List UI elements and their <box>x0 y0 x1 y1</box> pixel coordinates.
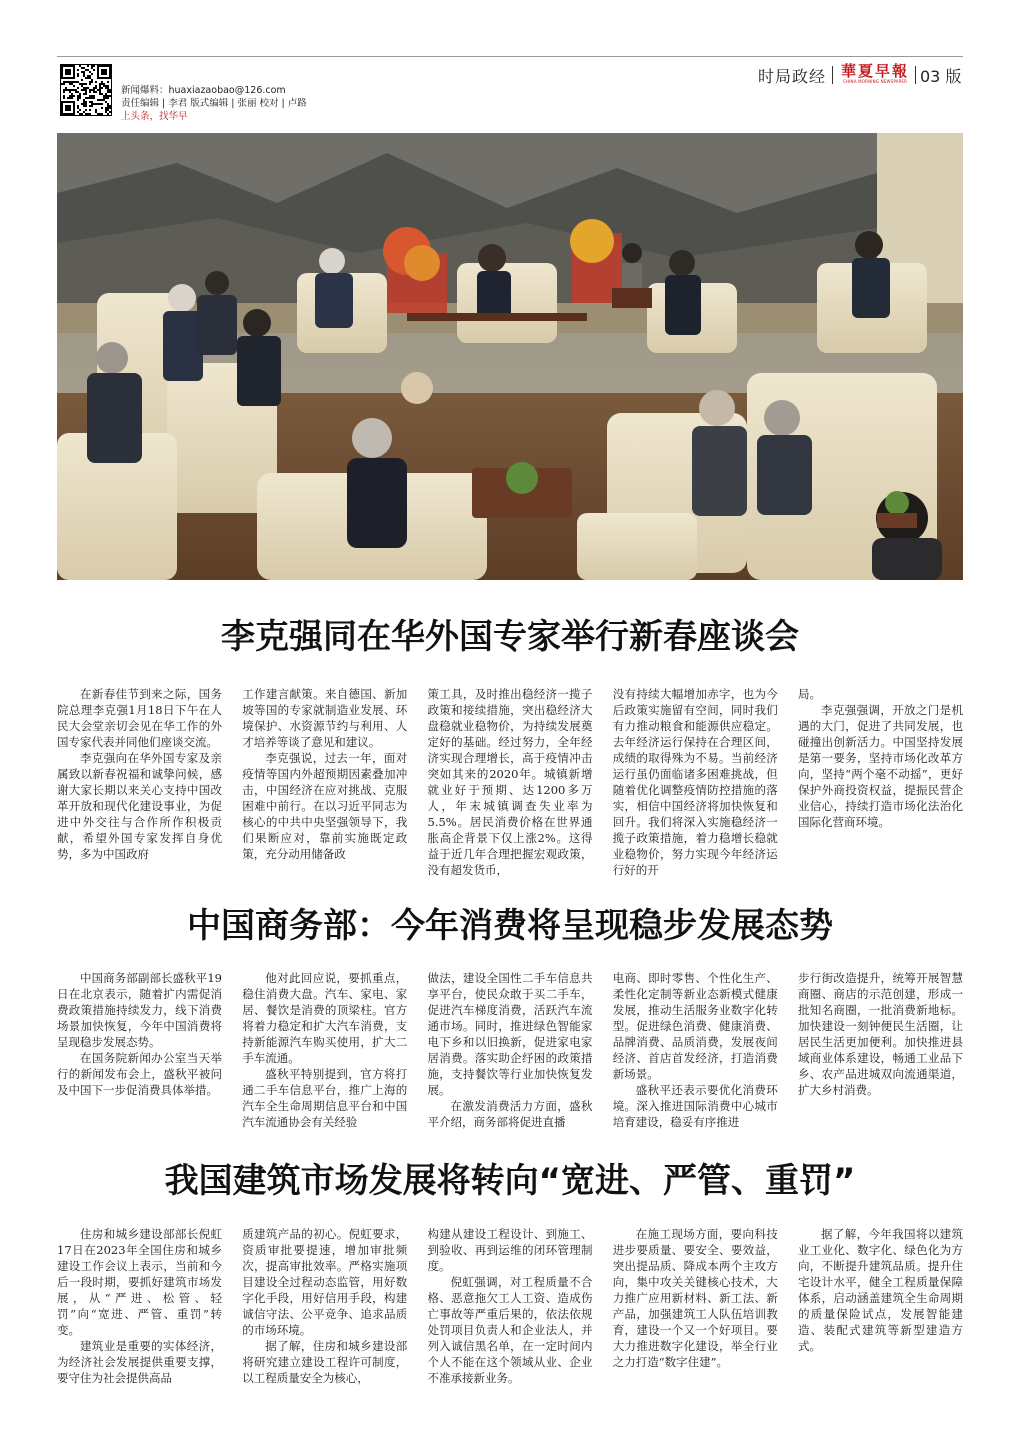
paragraph: 李克强说，过去一年，面对疫情等国内外超预期因素叠加冲击，中国经济在应对挑战、克服困难中前行。在以习近平同志为核心的中共中央坚强领导下，我们果断应对，靠前实施既定政策，充分动用储备政 <box>242 751 408 861</box>
paragraph: 在国务院新闻办公室当天举行的新闻发布会上，盛秋平被问及中国下一步促消费具体举措。 <box>57 1051 222 1097</box>
news-photo <box>57 133 963 580</box>
paragraph: 据了解，今年我国将以建筑业工业化、数字化、绿色化为方向，不断提升建筑品质。提升住宅设计水平，健全工程质量保障体系，启动涵盖建筑全生命周期的质量保险试点，发展智能建造、装配式建筑等新型建造方式。 <box>798 1227 963 1353</box>
header-divider <box>832 66 833 84</box>
paragraph: 局。 <box>798 687 821 701</box>
paragraph: 步行街改造提升，统筹开展智慧商圈、商店的示范创建，形成一批知名商圈，一批消费新地标。加快建设一刻钟便民生活圈，让居民生活更加便利。加快推进县域商业体系建设，畅通工业品下乡、农产品进城双向流通渠道，扩大乡村消费。 <box>798 971 963 1097</box>
article-3-title[interactable]: 我国建筑市场发展将转向“宽进、严管、重罚” <box>164 1161 856 1201</box>
article-3-column <box>798 1226 963 1394</box>
article-1-column <box>242 686 407 886</box>
paragraph: 没有持续大幅增加赤字，也为今后政策实施留有空间，同时我们有力推动粮食和能源供应稳定。去年经济运行保持在合理区间，成绩的取得殊为不易。当前经济运行虽仍面临诸多困难挑战，但随着优化调整疫情防控措施的落实，相信中国经济将加快恢复和回升。我们将深入实施稳经济一揽子政策措施，着力稳增长稳就业稳物价，努力实现今年经济运行好的开 <box>612 687 778 877</box>
slogan: 上头条，找华早 <box>121 111 188 122</box>
newspaper-logo <box>840 64 910 88</box>
paragraph: 策工具，及时推出稳经济一揽子政策和接续措施，突出稳经济大盘稳就业稳物价，为持续发展奠定好的基础。经过努力，全年经济实现合理增长，高于疫情冲击突如其来的2020年。城镇新增就业好于预期、达1200多万人，年末城镇调查失业率为5.5%。居民消费价格在世界通胀高企背景下仅上涨2%。这得益于近几年合理把握宏观政策，没有超发货币， <box>427 687 593 877</box>
article-2-column <box>242 970 407 1138</box>
paragraph: 电商、即时零售、个性化生产、柔性化定制等新业态新模式健康发展，推动生活服务业数字化转型。促进绿色消费、健康消费、品牌消费、品质消费，发展夜间经济、首店首发经济，打造消费新场景。 <box>612 971 778 1081</box>
paragraph: 在激发消费活力方面，盛秋平介绍，商务部将促进直播 <box>427 1099 593 1129</box>
header-divider <box>915 66 916 84</box>
logo-subtitle: CHINA MORNING NEWSPAPER <box>842 79 908 84</box>
editors-line: 责任编辑 | 李君 版式编辑 | 张丽 校对 | 卢路 <box>121 98 307 109</box>
tip-email[interactable]: 新闻爆料：huaxiazaobao@126.com <box>121 85 286 96</box>
article-2-body <box>57 970 963 1138</box>
header-info <box>121 84 307 123</box>
paragraph: 他对此回应说，要抓重点，稳住消费大盘。汽车、家电、家居、餐饮是消费的顶梁柱。官方将着力稳定和扩大汽车消费，支持新能源汽车购买使用，扩大二手车流通。 <box>242 971 408 1065</box>
section-name: 时局政经 <box>757 67 826 86</box>
article-1-column <box>613 686 778 886</box>
article-1-column <box>428 686 593 886</box>
page-number: 03 版 <box>920 67 962 86</box>
paragraph: 在施工现场方面，要向科技进步要质量、要安全、要效益，突出提品质、降成本两个主攻方向，集中攻关关键核心技术，大力推广应用新材料、新工法、新产品，加强建筑工人队伍培训教育，建设一个又一个好项目。要大力推进数字化建设，举全行业之力打造“数字住建”。 <box>612 1227 778 1369</box>
article-1-column <box>57 686 222 886</box>
paragraph: 在新春佳节到来之际，国务院总理李克强1月18日下午在人民大会堂亲切会见在华工作的外国专家代表并同他们座谈交流。 <box>57 687 222 749</box>
paragraph: 盛秋平还表示要优化消费环境。深入推进国际消费中心城市培育建设，稳妥有序推进 <box>612 1083 778 1129</box>
article-3-body <box>57 1226 963 1394</box>
paragraph: 工作建言献策。来自德国、新加坡等国的专家就制造业发展、环境保护、水资源节约与利用、人才培养等谈了意见和建议。 <box>242 687 408 749</box>
logo-text: 華夏早報 <box>840 62 909 80</box>
article-1-title[interactable]: 李克强同在华外国专家举行新春座谈会 <box>221 617 799 657</box>
paragraph: 质建筑产品的初心。倪虹要求，资质审批要提速，增加审批频次，提高审批效率。严格实施项目建设全过程动态监管，用好数字化手段，用好信用手段，构建诚信守法、公平竞争、追求品质的市场环境。 <box>242 1227 408 1337</box>
paragraph: 李克强向在华外国专家及亲属致以新春祝福和诚挚问候，感谢大家长期以来关心支持中国改革开放和现代化建设事业，为促进中外交往与合作所作积极贡献，希望外国专家发挥自身优势，多为中国政府 <box>57 751 222 861</box>
meeting-photo-illustration <box>57 133 963 580</box>
qr-code-icon[interactable] <box>60 64 112 116</box>
article-2-column <box>57 970 222 1138</box>
article-1-column <box>798 686 963 886</box>
paragraph: 据了解，住房和城乡建设部将研究建立建设工程许可制度，以工程质量安全为核心， <box>242 1339 408 1385</box>
article-3-column <box>428 1226 593 1394</box>
paragraph: 李克强强调，开放之门是机遇的大门，促进了共同发展，也碰撞出创新活力。中国坚持发展是第一要务，坚持市场化改革方向，坚持“两个毫不动摇”，更好保护外商投资权益，提振民营企业信心，持续打造市场化法治化国际化营商环境。 <box>798 703 963 829</box>
article-2-title[interactable]: 中国商务部：今年消费将呈现稳步发展态势 <box>187 906 833 946</box>
paragraph: 中国商务部副部长盛秋平19日在北京表示，随着扩内需促消费政策措施持续发力，线下消费场景加快恢复，今年中国消费将呈现稳步发展态势。 <box>57 971 222 1049</box>
article-2-column <box>613 970 778 1138</box>
paragraph: 倪虹强调，对工程质量不合格、恶意拖欠工人工资、造成伤亡事故等严重后果的，依法依规处罚项目负责人和企业法人，并列入诚信黑名单，在一定时间内个人不能在这个领域从业、企业不准承接新业务。 <box>427 1275 593 1385</box>
article-3-column <box>57 1226 222 1394</box>
paragraph: 建筑业是重要的实体经济，为经济社会发展提供重要支撑，要守住为社会提供高品 <box>57 1339 222 1385</box>
paragraph: 构建从建设工程设计、到施工、到验收、再到运维的闭环管理制度。 <box>427 1227 593 1273</box>
article-2-column <box>798 970 963 1138</box>
article-3-column <box>242 1226 407 1394</box>
article-1-body <box>57 686 963 886</box>
paragraph: 做法，建设全国性二手车信息共享平台，使民众敢于买二手车，促进汽车梯度消费，活跃汽车流通市场。同时，推进绿色智能家电下乡和以旧换新，促进家电家居消费。落实助企纾困的政策措施，支持餐饮等行业加快恢复发展。 <box>427 971 593 1097</box>
paragraph: 住房和城乡建设部部长倪虹17日在2023年全国住房和城乡建设工作会议上表示，当前和今后一段时期，要抓好建筑市场发展，从“严进、松管、轻罚”向“宽进、严管、重罚”转变。 <box>57 1227 222 1337</box>
article-3-column <box>613 1226 778 1394</box>
header-rule <box>57 56 963 57</box>
paragraph: 盛秋平特别提到，官方将打通二手车信息平台，推广上海的汽车全生命周期信息平台和中国汽车流通协会有关经验 <box>242 1067 408 1129</box>
article-2-column <box>428 970 593 1138</box>
